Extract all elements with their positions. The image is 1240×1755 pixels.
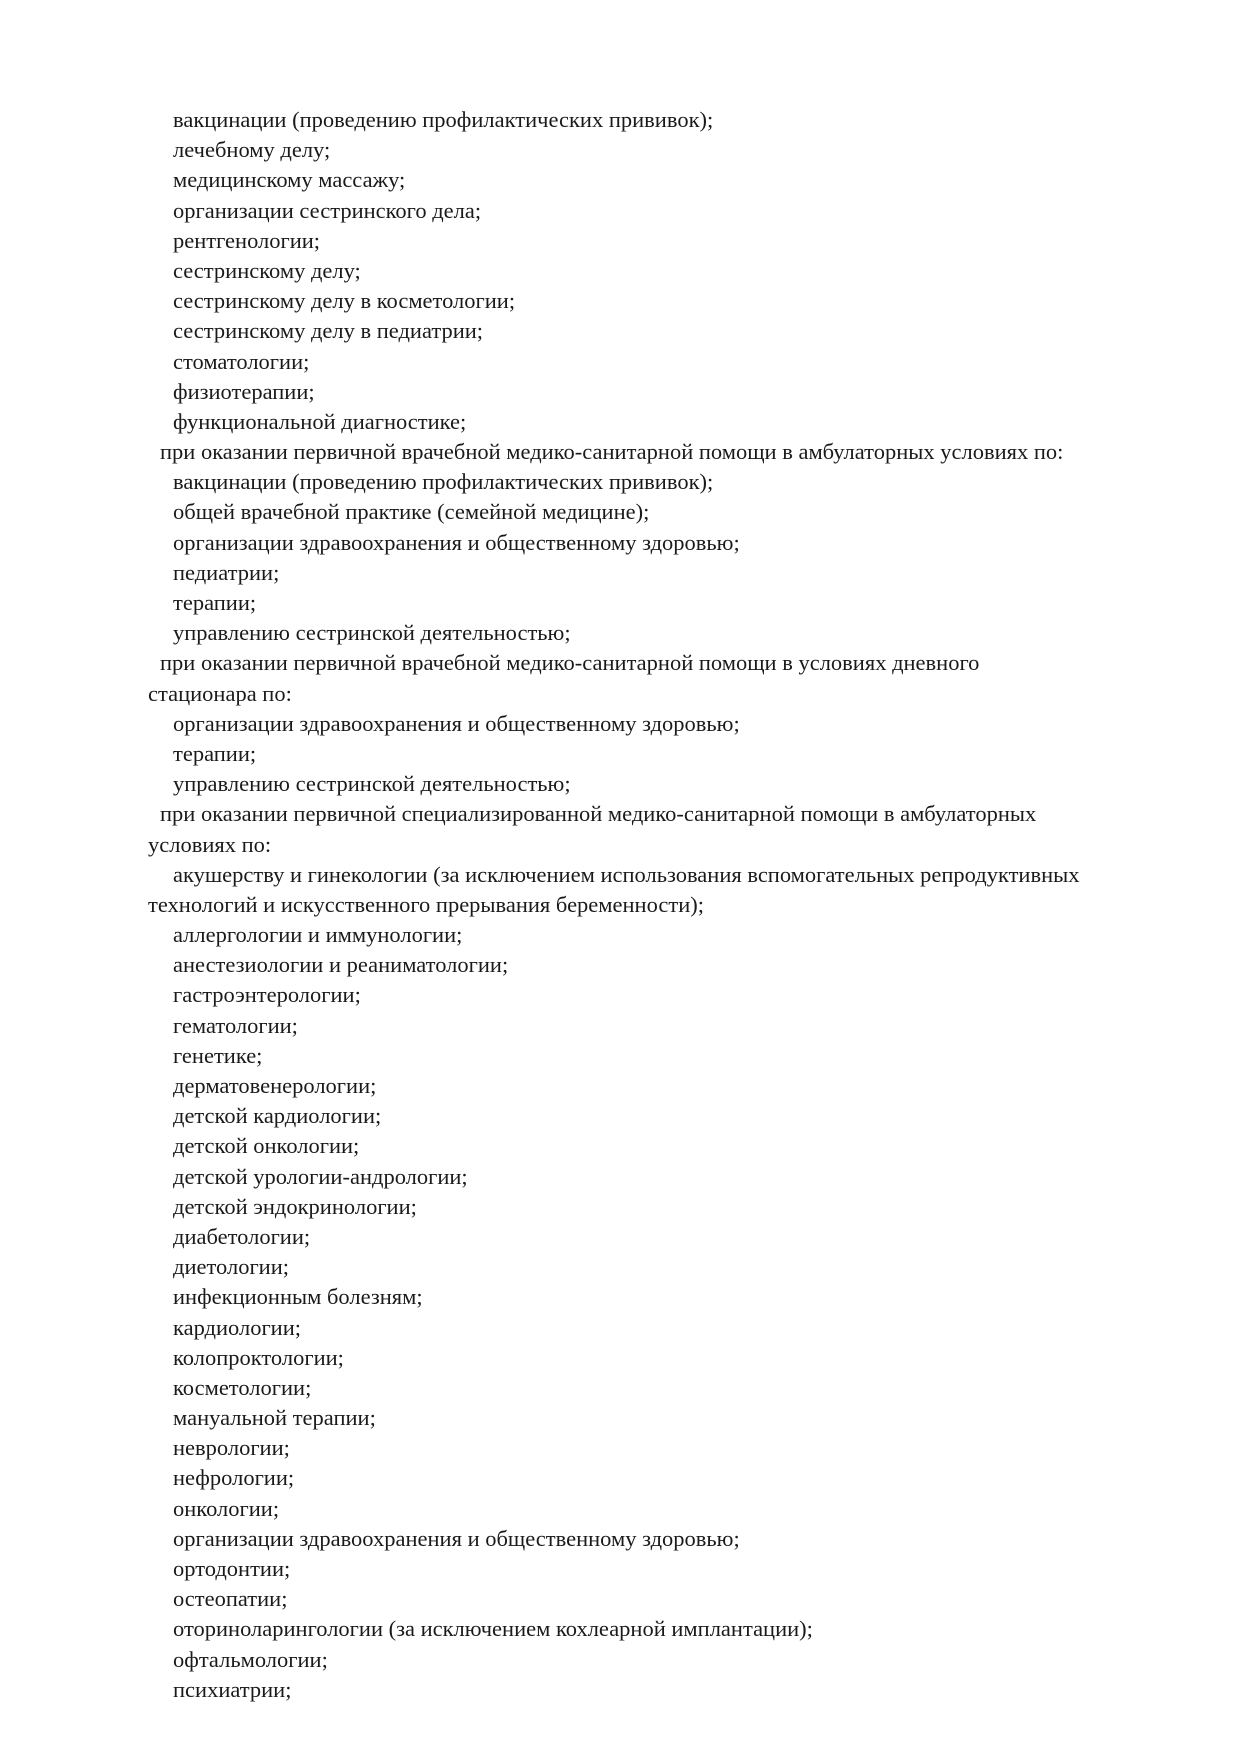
list-item: генетике;: [173, 1042, 263, 1068]
list-item: инфекционным болезням;: [173, 1284, 423, 1310]
list-item: организации сестринского дела;: [173, 197, 482, 223]
list-item: рентгенологии;: [173, 227, 321, 253]
list-item: вакцинации (проведению профилактических прививок);: [173, 107, 714, 132]
list-item: детской кардиологии;: [173, 1103, 382, 1129]
list-item: аллергологии и иммунологии;: [173, 922, 463, 948]
list-item: общей врачебной практике (семейной медицине);: [173, 499, 650, 525]
list-item: терапии;: [173, 740, 257, 766]
list-item: диабетологии;: [173, 1223, 311, 1249]
list-item: физиотерапии;: [173, 378, 315, 404]
list-item: психиатрии;: [173, 1676, 292, 1702]
list-item: терапии;: [173, 590, 257, 615]
list-item: диетологии;: [173, 1254, 290, 1280]
list-item: педиатрии;: [173, 559, 280, 585]
list-item: нефрологии;: [173, 1465, 295, 1491]
list-item: управлению сестринской деятельностью;: [173, 771, 571, 797]
list-item: анестезиологии и реаниматологии;: [173, 952, 509, 978]
list-item: офтальмологии;: [173, 1646, 328, 1672]
list-item: функциональной диагностике;: [173, 408, 467, 434]
list-item: колопроктологии;: [173, 1344, 344, 1370]
list-item: управлению сестринской деятельностью;: [173, 620, 571, 646]
list-item: вакцинации (проведению профилактических прививок);: [173, 469, 714, 495]
continuation-line: условиях по:: [148, 831, 272, 857]
list-item: кардиологии;: [173, 1314, 302, 1340]
list-item: сестринскому делу;: [173, 257, 361, 283]
list-item: неврологии;: [173, 1435, 290, 1461]
list-item: косметологии;: [173, 1374, 312, 1400]
list-item: мануальной терапии;: [173, 1405, 376, 1431]
list-item: оториноларингологии (за исключением кохлеарной имплантации);: [173, 1616, 813, 1642]
list-item: ортодонтии;: [173, 1556, 291, 1581]
section-heading-line: при оказании первичной врачебной медико-санитарной помощи в амбулаторных условиях по:: [160, 439, 1064, 465]
list-item: стоматологии;: [173, 348, 310, 374]
list-item: организации здравоохранения и общественному здоровью;: [173, 710, 740, 736]
list-item: детской эндокринологии;: [173, 1193, 417, 1219]
document-body: [148, 105, 1178, 1705]
list-item: детской онкологии;: [173, 1133, 360, 1159]
continuation-line: технологий и искусственного прерывания беременности);: [148, 891, 705, 917]
list-item: онкологии;: [173, 1495, 280, 1521]
list-item: дерматовенерологии;: [173, 1073, 377, 1098]
list-item: медицинскому массажу;: [173, 167, 406, 193]
list-item: организации здравоохранения и общественному здоровью;: [173, 529, 740, 555]
continuation-line: стационара по:: [148, 680, 292, 706]
list-item: остеопатии;: [173, 1586, 288, 1612]
section-heading-line: при оказании первичной специализированной медико-санитарной помощи в амбулаторных: [160, 801, 1037, 827]
list-item: акушерству и гинекологии (за исключением использования вспомогательных репродуктивных: [173, 861, 1080, 887]
list-item: детской урологии-андрологии;: [173, 1163, 468, 1189]
list-item: сестринскому делу в педиатрии;: [173, 318, 484, 344]
list-item: гастроэнтерологии;: [173, 982, 361, 1008]
list-item: лечебному делу;: [173, 137, 331, 163]
list-item: организации здравоохранения и общественному здоровью;: [173, 1525, 740, 1551]
section-heading-line: при оказании первичной врачебной медико-санитарной помощи в условиях дневного: [160, 650, 980, 676]
list-item: сестринскому делу в косметологии;: [173, 288, 516, 314]
list-item: гематологии;: [173, 1012, 298, 1038]
